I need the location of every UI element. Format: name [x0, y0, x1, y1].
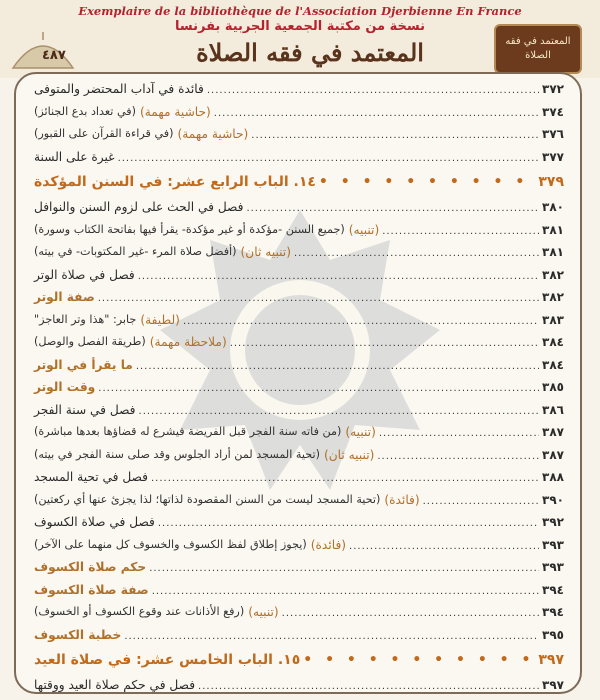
toc-entry-text	[34, 196, 243, 219]
toc-entry-label: (فائدة)	[384, 492, 420, 507]
toc-entry-note: (في تعداد بدع الجنائز)	[34, 104, 137, 118]
toc-entry-label: (حاشية مهمة)	[177, 127, 249, 141]
toc-page-number: ٣٨٦	[542, 402, 564, 417]
toc-entry-text	[34, 399, 136, 422]
dot-leader	[183, 311, 539, 334]
toc-entry	[34, 511, 564, 534]
running-title: المعتمد في فقه الصلاة	[196, 38, 424, 67]
toc-entry-note: (تحية المسجد لمن أراد الجلوس وقد صلى سنة الفجر في بيته)	[34, 447, 320, 461]
dot-leader	[98, 288, 539, 311]
toc-entry	[34, 489, 564, 512]
toc-entry-label: (تنبيه ثان)	[323, 447, 375, 462]
toc-entry-text	[34, 556, 146, 579]
toc-page-number: ٣٨٤	[542, 335, 564, 349]
toc-entry-title: غيرة على السنة	[34, 149, 115, 164]
toc-entry-text	[34, 146, 115, 169]
library-stamp-arabic: نسخة من مكتبة الجمعية الجربية بفرنسا	[175, 19, 425, 34]
dot-leader	[136, 356, 539, 379]
toc-page-number: ٣٧٢	[542, 82, 564, 96]
toc-page-number: ٣٩٥	[542, 627, 564, 642]
toc-entry-label: (تنبيه ثان)	[240, 245, 291, 259]
toc-entry	[34, 123, 564, 146]
toc-entry-text	[34, 264, 135, 287]
dot-leader	[151, 468, 539, 491]
toc-entry	[34, 219, 564, 242]
table-of-contents	[34, 78, 564, 697]
dot-leader	[246, 198, 539, 221]
toc-entry-text	[34, 376, 95, 399]
toc-entry-label: (ملاحظة مهمة)	[149, 335, 227, 349]
toc-entry-title: فصل في الحث على لزوم السنن والنوافل	[34, 200, 244, 214]
toc-entry	[34, 466, 564, 489]
dot-leader	[303, 646, 535, 674]
dot-leader	[124, 626, 539, 649]
toc-page-number: ٣٩٣	[542, 560, 564, 574]
dot-leader	[138, 266, 539, 289]
toc-entry-title: فصل في صلاة الكسوف	[34, 515, 155, 529]
toc-entry-text	[34, 101, 211, 124]
dot-leader	[118, 148, 539, 171]
toc-page-number: ٣٨٢	[542, 267, 564, 282]
toc-page-number: ٣٩٤	[542, 605, 564, 619]
toc-page-number: ٣٩٠	[542, 492, 564, 507]
toc-entry-title: وقت الوتر	[34, 380, 96, 394]
toc-entry-title: فصل في حكم صلاة العيد ووقتها	[34, 678, 196, 692]
toc-entry-note: (من فاته سنة الفجر قبل الفريضة فيشرع له قضاؤها بعدها مباشرة)	[34, 425, 342, 438]
toc-entry-title: خطبة الكسوف	[34, 627, 122, 642]
toc-entry	[34, 399, 564, 422]
toc-page-number: ٣٨٣	[542, 312, 564, 327]
toc-entry-title: فائدة في آداب المحتضر والمتوفى	[34, 82, 204, 96]
toc-entry-text	[34, 624, 121, 647]
toc-page-number: ٣٧٤	[542, 104, 564, 119]
toc-entry	[34, 331, 564, 354]
toc-entry-label: (تنبيه)	[345, 425, 376, 439]
toc-entry	[34, 101, 564, 124]
dot-leader	[158, 513, 539, 536]
library-stamp-latin: Exemplaire de la bibliothèque de l'Association Djerbienne En France	[78, 4, 522, 18]
toc-entry	[34, 421, 564, 444]
toc-entry	[34, 444, 564, 467]
toc-entry-label: (لطيفة)	[140, 312, 180, 327]
toc-page-number: ٣٧٦	[542, 127, 564, 141]
toc-entry-label: (حاشية مهمة)	[140, 104, 211, 119]
toc-entry-text	[34, 309, 180, 332]
dot-leader	[139, 401, 540, 424]
toc-entry-note: (طريقة الفصل والوصل)	[34, 335, 146, 348]
toc-entry-text	[34, 444, 374, 467]
toc-entry	[34, 264, 564, 287]
toc-entry-note: جابر: "هذا وتر العاجز"	[34, 312, 137, 326]
dot-leader	[282, 603, 539, 626]
toc-entry-text	[34, 421, 376, 444]
page-number: ٤٨٧	[42, 48, 66, 63]
dot-leader	[423, 491, 539, 514]
dot-leader	[319, 168, 535, 196]
toc-entry-note: (رفع الأذانات عند وقوع الكسوف أو الخسوف)	[34, 605, 245, 618]
dot-leader	[251, 125, 539, 148]
toc-chapter-entry	[34, 168, 564, 196]
dot-leader	[230, 333, 539, 356]
dot-leader	[377, 446, 539, 469]
toc-entry-text	[34, 168, 316, 196]
toc-page-number: ٣٩٣	[542, 537, 564, 552]
toc-entry-title: حكم صلاة الكسوف	[34, 560, 147, 574]
dot-leader	[152, 581, 539, 604]
toc-entry-note: (جميع السنن -مؤكدة أو غير مؤكدة- يقرأ فيها بفاتحة الكتاب وسورة)	[34, 222, 345, 236]
toc-entry-title: ١٤. الباب الرابع عشر: في السنن المؤكدة	[34, 174, 316, 190]
toc-entry	[34, 146, 564, 169]
toc-entry	[34, 579, 564, 602]
toc-entry-title: فصل في تحية المسجد	[34, 470, 148, 484]
toc-entry-note: (تحية المسجد ليست من السنن المقصودة لذاتها؛ لذا يجزئ عنها أي ركعتين)	[34, 492, 381, 506]
toc-page-number: ٣٨٧	[542, 447, 564, 462]
toc-entry-text	[34, 331, 227, 354]
toc-page-number: ٣٩٢	[542, 515, 564, 529]
toc-entry	[34, 376, 564, 399]
toc-entry-text	[34, 466, 148, 489]
toc-page-number: ٣٩٧	[542, 678, 564, 692]
dot-leader	[379, 423, 539, 446]
toc-entry-text	[34, 601, 279, 624]
toc-entry	[34, 601, 564, 624]
toc-entry-label: (فائدة)	[310, 537, 347, 552]
toc-page-number: ٣٨٥	[542, 380, 564, 394]
toc-entry-text	[34, 579, 149, 602]
toc-page-number: ٣٩٤	[542, 582, 564, 597]
toc-entry-title: صفة صلاة الكسوف	[34, 582, 149, 597]
toc-page-number: ٣٨٢	[542, 290, 564, 304]
dot-leader	[214, 103, 539, 126]
toc-entry	[34, 286, 564, 309]
dot-leader	[207, 80, 539, 103]
dot-leader	[382, 221, 539, 244]
toc-entry	[34, 309, 564, 332]
toc-entry	[34, 534, 564, 557]
toc-page-number: ٣٨١	[542, 245, 564, 259]
toc-chapter-entry	[34, 646, 564, 674]
toc-entry-title: فصل في صلاة الوتر	[34, 267, 135, 282]
dot-leader	[294, 243, 539, 266]
toc-entry	[34, 196, 564, 219]
toc-entry-text	[34, 354, 133, 377]
toc-page-number: ٣٧٧	[542, 149, 564, 164]
toc-page-number: ٣٨٨	[542, 470, 564, 484]
toc-entry	[34, 354, 564, 377]
toc-entry-title: صفة الوتر	[34, 290, 95, 304]
toc-entry-text	[34, 219, 379, 242]
toc-entry-note: (أفضل صلاة المرء -غير المكتوبات- في بيته)	[34, 245, 237, 258]
toc-entry-note: (يجوز إطلاق لفظ الكسوف والخسوف كل منهما على الآخر)	[34, 537, 307, 551]
toc-entry-label: (تنبيه)	[248, 605, 279, 619]
toc-entry-text	[34, 78, 204, 101]
toc-page-number: ٣٨٠	[542, 200, 564, 214]
toc-page-number: ٣٨١	[542, 222, 564, 237]
toc-entry-text	[34, 123, 248, 146]
toc-entry-text	[34, 489, 420, 512]
dot-leader	[198, 676, 539, 699]
toc-page-number: ٣٨٤	[542, 357, 564, 372]
toc-entry-note: (في قراءة القرآن على القبور)	[34, 127, 174, 140]
toc-entry-title: ما يقرأ في الوتر	[34, 357, 133, 372]
dot-leader	[98, 378, 539, 401]
toc-entry-text	[34, 241, 291, 264]
toc-entry-title: فصل في سنة الفجر	[34, 402, 136, 417]
toc-entry-text	[34, 646, 300, 674]
dot-leader	[149, 558, 539, 581]
toc-entry-text	[34, 674, 195, 697]
toc-entry-label: (تنبيه)	[348, 222, 380, 237]
toc-entry-text	[34, 286, 95, 309]
toc-page-number: ٣٨٧	[542, 425, 564, 439]
toc-entry-title: ١٥. الباب الخامس عشر: في صلاة العيد	[34, 652, 301, 668]
toc-entry-text	[34, 511, 155, 534]
toc-entry	[34, 556, 564, 579]
toc-page-number: ٣٧٩	[538, 174, 564, 190]
toc-entry	[34, 674, 564, 697]
toc-page-number: ٣٩٧	[538, 652, 564, 668]
toc-entry-text	[34, 534, 346, 557]
book-title-badge: المعتمد في فقه الصلاة	[494, 24, 582, 74]
dot-leader	[349, 536, 539, 559]
toc-entry	[34, 78, 564, 101]
toc-entry	[34, 241, 564, 264]
toc-entry	[34, 624, 564, 647]
